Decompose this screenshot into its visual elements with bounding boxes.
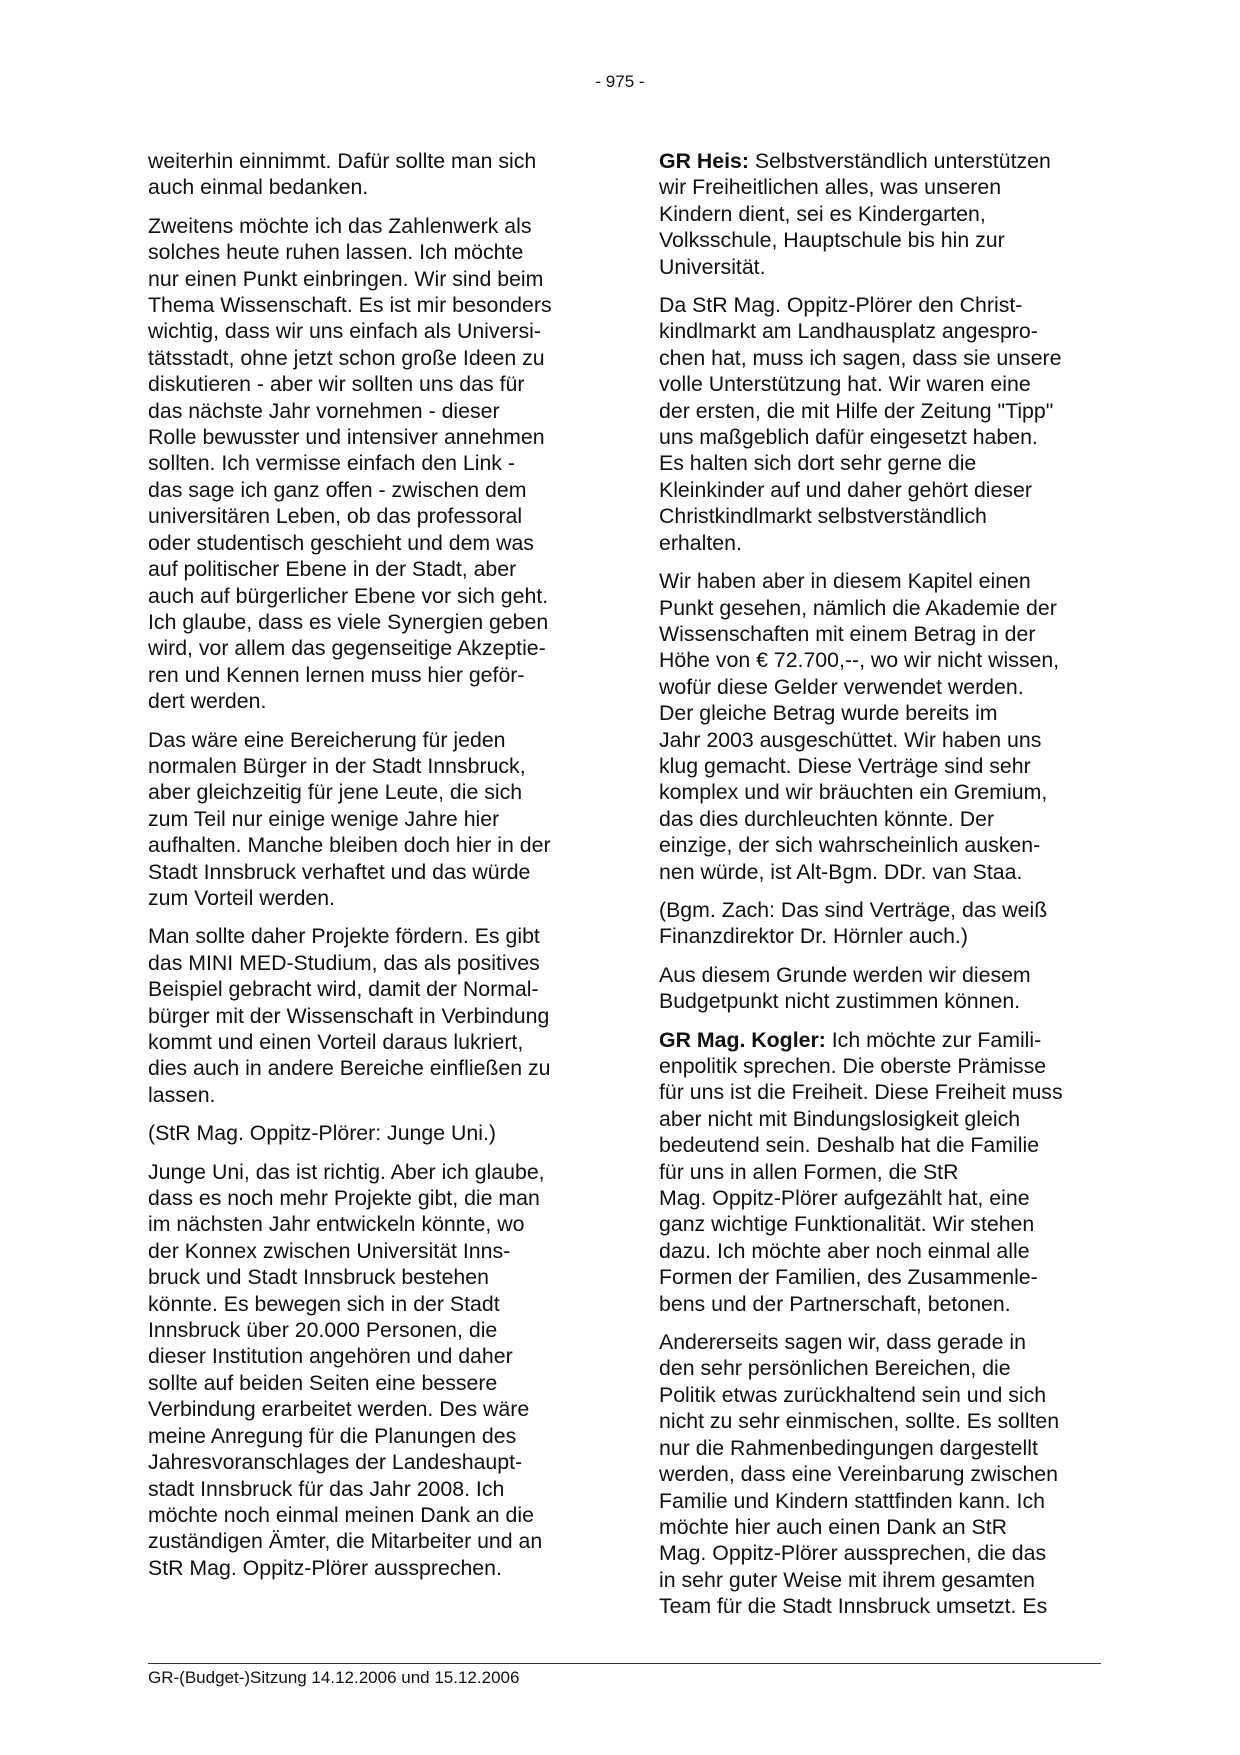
text-line: Rolle bewusster und intensiver annehmen — [148, 425, 545, 450]
text-line: diskutieren - aber wir sollten uns das für — [148, 372, 525, 397]
text-line: Ich glaube, dass es viele Synergien geben — [148, 609, 549, 634]
speech-gr-kogler — [659, 1027, 1099, 1317]
right-paragraphs-b — [659, 1329, 1099, 1619]
page-number: - 975 - — [595, 72, 645, 91]
text-line: bürger mit der Wissenschaft in Verbindung — [148, 1003, 550, 1028]
text-line: auf politischer Ebene in der Stadt, aber — [148, 557, 517, 582]
text-line: das nächste Jahr vornehmen - dieser — [148, 398, 500, 423]
text-line: Jahr 2003 ausgeschüttet. Wir haben uns — [659, 727, 1042, 752]
text-line: Mag. Oppitz-Plörer aufgezählt hat, eine — [659, 1186, 1030, 1211]
text-line: den sehr persönlichen Bereichen, die — [659, 1356, 1011, 1381]
footer-divider — [148, 1663, 1101, 1664]
text-line: einzige, der sich wahrscheinlich ausken- — [659, 833, 1041, 858]
text-line: für uns in allen Formen, die StR — [659, 1159, 959, 1184]
text-line: Junge Uni, das ist richtig. Aber ich glaube, — [148, 1159, 545, 1184]
text-line: Punkt gesehen, nämlich die Akademie der — [659, 595, 1057, 620]
footer-text: GR-(Budget-)Sitzung 14.12.2006 und 15.12.2006 — [148, 1668, 520, 1687]
text-line: möchte hier auch einen Dank an StR — [659, 1514, 1008, 1539]
paragraph — [148, 1120, 588, 1146]
text-line: der ersten, die mit Hilfe der Zeitung "Tipp" — [659, 398, 1054, 423]
speech-lines — [659, 1054, 1063, 1316]
text-line: stadt Innsbruck für das Jahr 2008. Ich — [148, 1476, 505, 1501]
text-line: Aus diesem Grunde werden wir diesem — [659, 962, 1031, 987]
text-line: lassen. — [148, 1082, 216, 1107]
text-line: weiterhin einnimmt. Dafür sollte man sich — [148, 149, 537, 173]
paragraph — [659, 292, 1099, 556]
text-line: nen würde, ist Alt-Bgm. DDr. van Staa. — [659, 859, 1023, 884]
speech-first-line: Selbstverständlich unterstützen — [748, 149, 1051, 173]
text-line: Beispiel gebracht wird, damit der Normal- — [148, 977, 539, 1002]
speech-lines — [659, 175, 1005, 278]
text-line: Innsbruck über 20.000 Personen, die — [148, 1318, 498, 1343]
text-line: aber gleichzeitig für jene Leute, die sich — [148, 780, 523, 805]
text-line: Kindern dient, sei es Kindergarten, — [659, 201, 986, 226]
text-line: dazu. Ich möchte aber noch einmal alle — [659, 1238, 1030, 1263]
text-line: Mag. Oppitz-Plörer aussprechen, die das — [659, 1541, 1047, 1566]
text-line: Höhe von € 72.700,--, wo wir nicht wissen, — [659, 648, 1060, 673]
text-line: im nächsten Jahr entwickeln könnte, wo — [148, 1212, 525, 1237]
text-line: Christkindlmarkt selbstverständlich — [659, 504, 987, 529]
text-line: Man sollte daher Projekte fördern. Es gibt — [148, 924, 540, 949]
text-line: komplex und wir bräuchten ein Gremium, — [659, 780, 1048, 805]
text-line: Zweitens möchte ich das Zahlenwerk als — [148, 213, 532, 238]
paragraph — [148, 727, 588, 912]
text-line: erhalten. — [659, 530, 742, 555]
text-line: das MINI MED-Studium, das als positives — [148, 950, 540, 975]
text-line: Da StR Mag. Oppitz-Plörer den Christ- — [659, 293, 1023, 318]
text-line: Kleinkinder auf und daher gehört dieser — [659, 477, 1032, 502]
text-line: wir Freiheitlichen alles, was unseren — [659, 175, 1002, 200]
text-line: das dies durchleuchten könnte. Der — [659, 806, 995, 831]
text-line: StR Mag. Oppitz-Plörer aussprechen. — [148, 1555, 502, 1580]
text-line: (StR Mag. Oppitz-Plörer: Junge Uni.) — [148, 1121, 496, 1146]
text-line: aufhalten. Manche bleiben doch hier in der — [148, 833, 551, 858]
text-line: zum Teil nur einige wenige Jahre hier — [148, 806, 500, 831]
text-line: Stadt Innsbruck verhaftet und das würde — [148, 859, 531, 884]
text-line: der Konnex zwischen Universität Inns- — [148, 1238, 511, 1263]
speaker-name: GR Mag. Kogler: — [659, 1027, 826, 1052]
paragraph — [148, 148, 588, 201]
left-column — [148, 148, 588, 1593]
paragraph — [659, 962, 1099, 1015]
text-line: Volksschule, Hauptschule bis hin zur — [659, 228, 1005, 253]
text-line: wird, vor allem das gegenseitige Akzeptie- — [148, 636, 546, 661]
right-paragraphs-a — [659, 292, 1099, 1015]
text-line: enpolitik sprechen. Die oberste Prämisse — [659, 1054, 1047, 1078]
text-line: meine Anregung für die Planungen des — [148, 1423, 517, 1448]
text-line: in sehr guter Weise mit ihrem gesamten — [659, 1567, 1036, 1592]
text-line: dass es noch mehr Projekte gibt, die man — [148, 1186, 540, 1211]
text-line: bruck und Stadt Innsbruck bestehen — [148, 1265, 489, 1290]
text-line: oder studentisch geschieht und dem was — [148, 530, 534, 555]
text-line: dieser Institution angehören und daher — [148, 1344, 513, 1369]
text-line: sollte auf beiden Seiten eine bessere — [148, 1370, 498, 1395]
paragraph — [659, 1329, 1099, 1619]
paragraph — [659, 897, 1099, 950]
text-line: aber nicht mit Bindungslosigkeit gleich — [659, 1106, 1021, 1131]
text-line: Finanzdirektor Dr. Hörnler auch.) — [659, 924, 968, 949]
text-line: Jahresvoranschlages der Landeshaupt- — [148, 1450, 523, 1475]
text-line: kommt und einen Vorteil daraus lukriert, — [148, 1030, 524, 1054]
text-line: Thema Wissenschaft. Es ist mir besonders — [148, 293, 552, 318]
text-line: uns maßgeblich dafür eingesetzt haben. — [659, 425, 1038, 450]
text-line: auch einmal bedanken. — [148, 175, 369, 200]
paragraph — [148, 923, 588, 1108]
text-line: tätsstadt, ohne jetzt schon große Ideen zu — [148, 345, 545, 370]
text-line: sollten. Ich vermisse einfach den Link - — [148, 451, 515, 476]
paragraph — [659, 568, 1099, 885]
speaker-name: GR Heis: — [659, 149, 749, 173]
text-line: Budgetpunkt nicht zustimmen können. — [659, 989, 1021, 1014]
text-line: könnte. Es bewegen sich in der Stadt — [148, 1291, 500, 1316]
text-line: solches heute ruhen lassen. Ich möchte — [148, 240, 524, 265]
text-line: für uns ist die Freiheit. Diese Freiheit muss — [659, 1080, 1063, 1105]
text-line: Andererseits sagen wir, dass gerade in — [659, 1330, 1026, 1355]
text-line: Das wäre eine Bereicherung für jeden — [148, 727, 506, 752]
text-line: Der gleiche Betrag wurde bereits im — [659, 701, 998, 726]
text-line: klug gemacht. Diese Verträge sind sehr — [659, 753, 1031, 778]
text-line: das sage ich ganz offen - zwischen dem — [148, 477, 527, 502]
text-line: Team für die Stadt Innsbruck umsetzt. Es — [659, 1594, 1048, 1619]
text-line: Wir haben aber in diesem Kapitel einen — [659, 569, 1031, 594]
text-line: dert werden. — [148, 689, 267, 714]
paragraph — [148, 1159, 588, 1582]
text-line: universitären Leben, ob das professoral — [148, 504, 523, 529]
text-line: Politik etwas zurückhaltend sein und sich — [659, 1382, 1047, 1407]
text-line: ganz wichtige Funktionalität. Wir stehen — [659, 1212, 1035, 1237]
text-line: dies auch in andere Bereiche einfließen zu — [148, 1056, 551, 1081]
text-line: zuständigen Ämter, die Mitarbeiter und an — [148, 1529, 543, 1554]
text-line: wofür diese Gelder verwendet werden. — [659, 674, 1024, 699]
text-line: volle Unterstützung hat. Wir waren eine — [659, 372, 1031, 397]
text-line: nur einen Punkt einbringen. Wir sind beim — [148, 266, 544, 291]
text-line: Verbindung erarbeitet werden. Des wäre — [148, 1397, 530, 1422]
text-line: wichtig, dass wir uns einfach als Universi- — [148, 319, 541, 344]
text-line: Familie und Kindern stattfinden kann. Ich — [659, 1488, 1045, 1513]
text-line: auch auf bürgerlicher Ebene vor sich geht. — [148, 583, 549, 608]
right-column — [659, 148, 1099, 1632]
text-line: nicht zu sehr einmischen, sollte. Es sollten — [659, 1409, 1060, 1434]
speech-gr-heis — [659, 148, 1099, 280]
text-line: möchte noch einmal meinen Dank an die — [148, 1502, 534, 1527]
text-line: Wissenschaften mit einem Betrag in der — [659, 621, 1036, 646]
text-line: ren und Kennen lernen muss hier geför- — [148, 662, 525, 687]
paragraph — [148, 213, 588, 715]
text-line: zum Vorteil werden. — [148, 885, 336, 910]
text-line: Universität. — [659, 254, 766, 279]
text-line: bedeutend sein. Deshalb hat die Familie — [659, 1133, 1040, 1158]
text-line: nur die Rahmenbedingungen dargestellt — [659, 1435, 1038, 1460]
text-line: normalen Bürger in der Stadt Innsbruck, — [148, 753, 526, 778]
speech-first-line: Ich möchte zur Famili- — [825, 1027, 1042, 1052]
text-line: (Bgm. Zach: Das sind Verträge, das weiß — [659, 897, 1048, 922]
text-line: werden, dass eine Vereinbarung zwischen — [659, 1462, 1058, 1487]
text-line: Es halten sich dort sehr gerne die — [659, 451, 977, 476]
text-line: bens und der Partnerschaft, betonen. — [659, 1291, 1011, 1316]
text-line: kindlmarkt am Landhausplatz angespro- — [659, 319, 1038, 344]
text-line: chen hat, muss ich sagen, dass sie unsere — [659, 345, 1062, 370]
text-line: Formen der Familien, des Zusammenle- — [659, 1265, 1038, 1290]
